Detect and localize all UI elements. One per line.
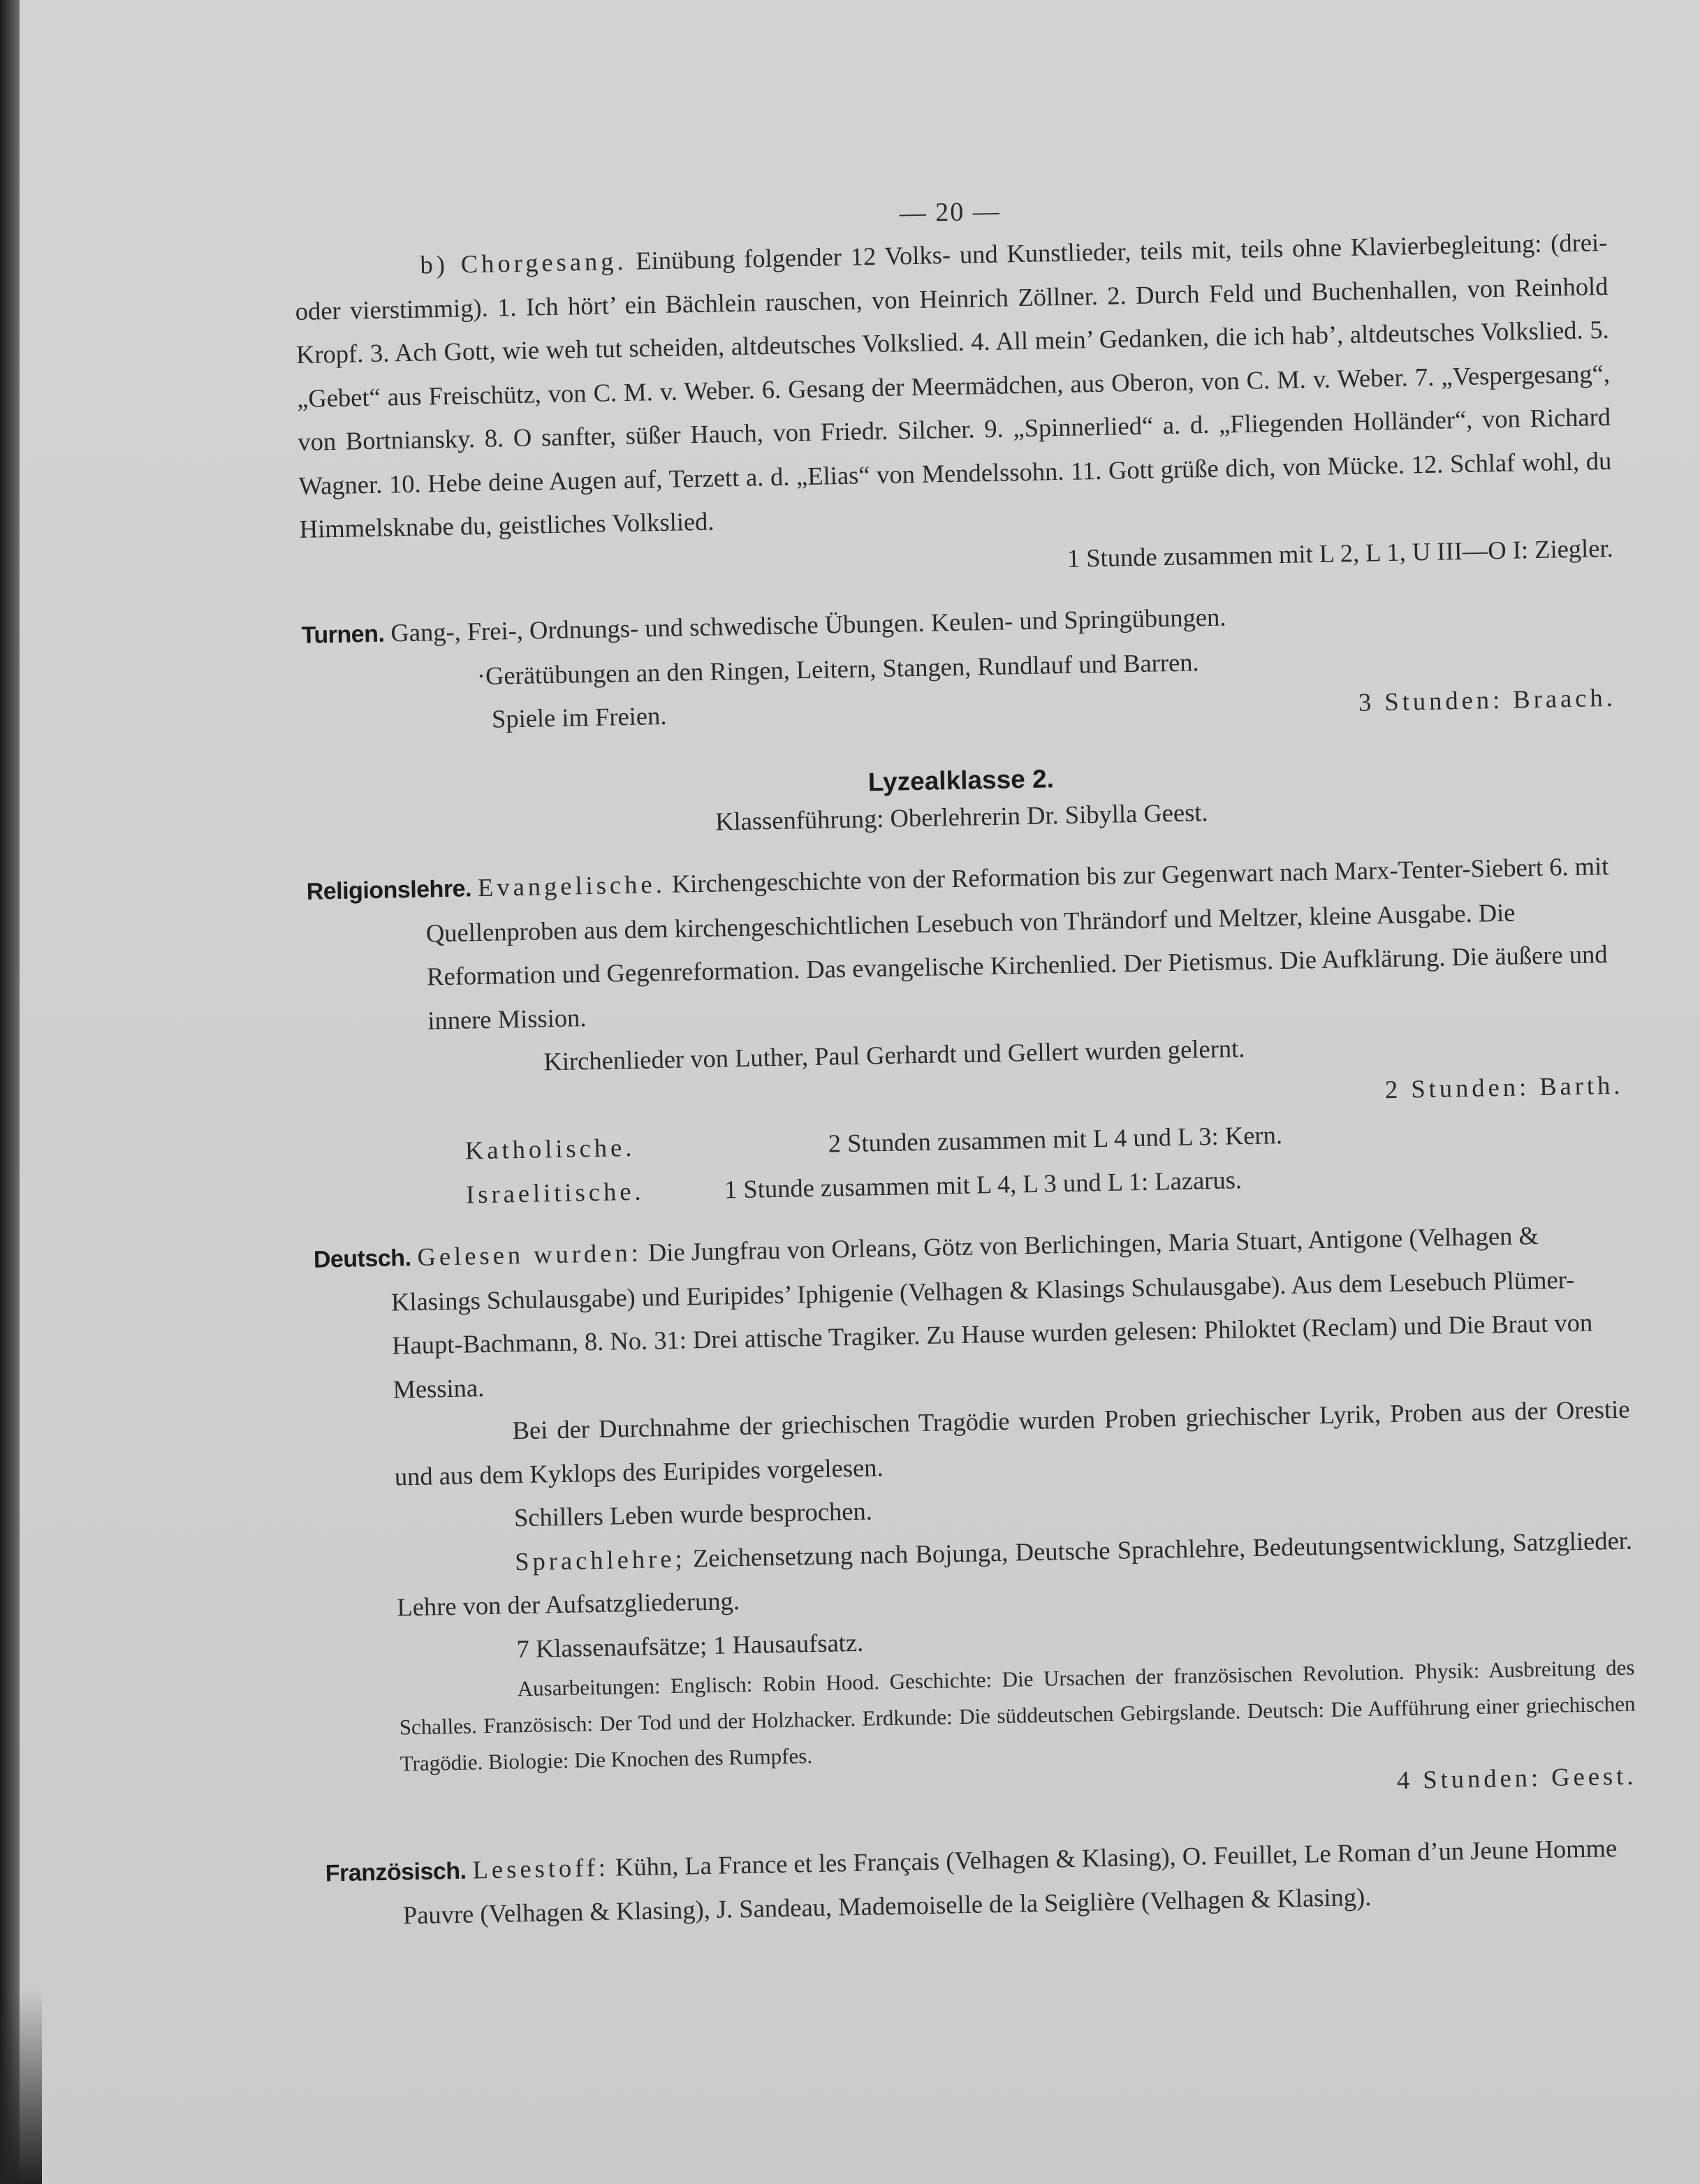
deutsch-section (313, 1212, 1629, 1413)
turnen-text-1: Gang-, Frei-, Ordnungs- und schwedische Übungen. Keulen- und Springübungen. (390, 602, 1226, 647)
religion-hours: 2 Stunden: Barth. (1384, 1070, 1624, 1104)
katholisch-hours: 2 Stunden zusammen mit L 4 und L 3: Kern. (828, 1120, 1283, 1158)
deutsch-ausarbeitungen: Ausarbeitungen: Englisch: Robin Hood. Geschichte: Die Ursachen der französischen Revolution. Physik: Ausbreitung des Schalles. Französisch: Der Tod und der Holzhacker. Erdkunde: Die süddeutschen Gebirgslande. Deutsch: Die Aufführung einer griechischen Tragödie. Biologie: Die Knochen des Rumpfes. (399, 1655, 1636, 1776)
deutsch-para-3: Schillers Leben wurde besprochen. (513, 1496, 873, 1532)
katholisch-label: Katholische. (464, 1132, 636, 1165)
religion-heading: Religionslehre. (306, 875, 472, 905)
turnen-hours: 3 Stunden: Braach. (1358, 682, 1617, 717)
page-content (293, 184, 1639, 1939)
turnen-line-2: ·Gerätübungen an den Ringen, Leitern, Stangen, Rundlauf und Barren. (476, 647, 1199, 690)
deutsch-body (316, 1388, 1637, 1823)
klassenfuehrung: Klassenführung: Oberlehrerin Dr. Sibylla Geest. (715, 797, 1208, 836)
turnen-text-3: Spiele im Freien. (491, 701, 667, 733)
religion-lieder-text: Kirchenlieder von Luther, Paul Gerhardt und Gellert wurden gelernt. (543, 1034, 1245, 1076)
religion-text: Kirchengeschichte von der Reformation bis zur Gegenwart nach Marx-Tenter-Siebert 6. mit Quellenproben aus dem kirchengeschichtlichen Lesebuch von Thrändorf und Meltzer, kleine Ausgabe. Die Reformation und Gegenreformation. Das evangelische Kirchenlied. Der Pietismus. Die Aufklärung. Die äußere und innere Mission. (425, 851, 1609, 1035)
franzoesisch-section (325, 1826, 1639, 1939)
deutsch-sprachlehre-text: Zeichensetzung nach Bojunga, Deutsche Sprachlehre, Bedeutungsentwicklung, Satzglieder. Lehre von der Aufsatzgliederung. (397, 1525, 1633, 1622)
chorgesang-hours: 1 Stunde zusammen mit L 2, L 1, U III—O I: Ziegler. (1067, 533, 1614, 573)
religion-evangelisch-label: Evangelische. (477, 869, 666, 902)
deutsch-sprachlehre-label: Sprachlehre; (514, 1544, 687, 1576)
deutsch-hours: 4 Stunden: Geest. (1396, 1761, 1637, 1795)
franzoesisch-label: Lesestoff: (472, 1852, 610, 1884)
turnen-heading: Turnen. (301, 620, 385, 649)
israelitisch-hours: 1 Stunde zusammen mit L 4, L 3 und L 1: Lazarus. (724, 1164, 1243, 1203)
chorgesang-paragraph (294, 221, 1613, 552)
franzoesisch-text: Kühn, La France et les Français (Velhagen & Klasing), O. Feuillet, Le Roman d’un Jeune Homme Pauvre (Velhagen & Klasing), J. Sandeau, Mademoiselle de la Seiglière (Velhagen & Klasing). (402, 1833, 1618, 1930)
israelitisch-label: Israelitische. (465, 1176, 645, 1209)
religion-section (306, 844, 1622, 1045)
chorgesang-text: Einübung folgender 12 Volks- und Kunstlieder, teils mit, teils ohne Klavierbegleitung: (drei- oder vierstimmig). 1. Ich hört’ ein Bächlein rauschen, von Heinrich Zöllner. 2. Durch Feld und Buchenhallen, von Reinhold Kropf. 3. Ach Gott, wie weh tut scheiden, altdeutsches Volkslied. 4. All mein’ Gedanken, die ich hab’, altdeutsches Volkslied. 5. „Gebet“ aus Freischütz, von C. M. v. Weber. 6. Gesang der Meermädchen, aus Oberon, von C. M. v. Weber. 7. „Vespergesang“, von Bortniansky. 8. O sanfter, süßer Hauch, von Friedr. Silcher. 9. „Spinnerlied“ a. d. „Fliegenden Holländer“, von Richard Wagner. 10. Hebe deine Augen auf, Terzett a. d. „Elias“ von Mendelssohn. 11. Gott grüße dich, von Mücke. 12. Schlaf wohl, du Himmelsknabe du, geistliches Volkslied. (295, 227, 1612, 543)
section-title-lyzealklasse: Lyzealklasse 2. (867, 763, 1055, 796)
deutsch-heading: Deutsch. (313, 1245, 411, 1273)
deutsch-gelesen-label: Gelesen wurden: (417, 1238, 643, 1271)
binding-shadow (0, 1988, 42, 2184)
deutsch-aufsaetze: 7 Klassenaufsätze; 1 Hausaufsatz. (516, 1627, 864, 1663)
deutsch-text: Die Jungfrau von Orleans, Götz von Berlichingen, Maria Stuart, Antigone (Velhagen & Klasings Schulausgabe) und Euripides’ Iphigenie (Velhagen & Klasings Schulausgabe). Aus dem Lesebuch Plümer-Haupt-Bachmann, 8. No. 31: Drei attische Tragiker. Zu Hause wurden gelesen: Philoktet (Reclam) und Die Braut von Messina. (390, 1221, 1593, 1404)
binding-edge (0, 0, 20, 2184)
deutsch-para-2: Bei der Durchnahme der griechischen Tragödie wurden Proben griechischer Lyrik, Proben aus der Orestie und aus dem Kyklops des Euripides vorgelesen. (394, 1394, 1630, 1491)
franzoesisch-heading: Französisch. (325, 1857, 467, 1887)
page-number: — 20 — (899, 196, 1002, 228)
turnen-section (301, 588, 1616, 745)
chorgesang-label: b) Chorgesang. (420, 246, 627, 279)
